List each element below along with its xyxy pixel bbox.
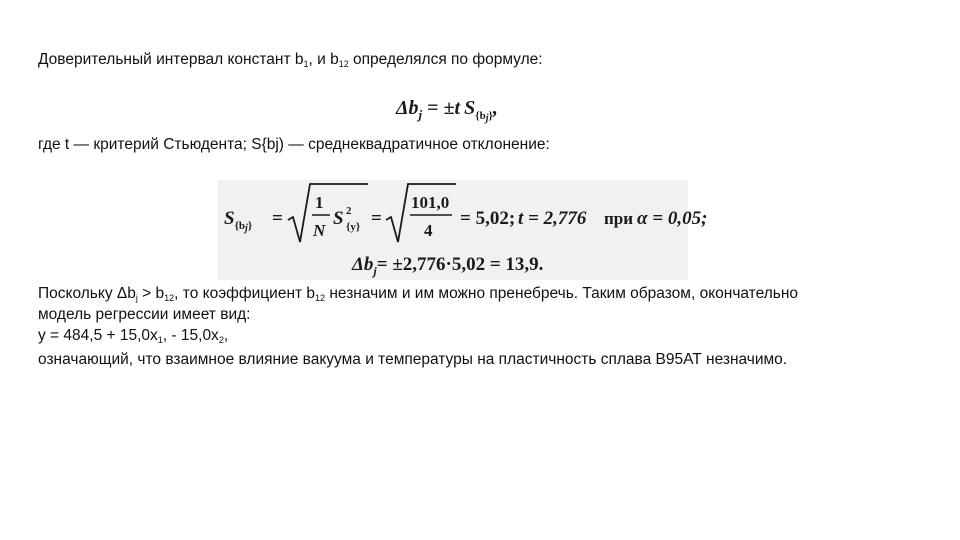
para-l3-sub2: 2 <box>218 335 224 345</box>
para-l1-a: Поскольку Δb <box>38 285 136 302</box>
formula2-s-sub-j: j <box>245 223 248 234</box>
para-l1-b: > b <box>137 285 165 302</box>
conclusion-line-4: означающий, что взаимное влияние вакуума и температуры на пластичность сплава В95АТ незначимо. <box>38 351 788 368</box>
para-l3-b: , - 15,0x <box>162 327 219 344</box>
formula2-s: S <box>224 208 235 229</box>
formula2-line2-rhs: = ±2,776·5,02 = 13,9. <box>376 254 544 275</box>
student-criterion-line: где t — критерий Стьюдента; S{bj) — среднеквадратичное отклонение: <box>38 136 550 153</box>
para-l3-sub1: 1 <box>157 335 163 345</box>
formula1-s: S <box>464 97 476 119</box>
formula1-t: t <box>454 97 461 119</box>
formula2-s2: S <box>333 208 344 229</box>
svg-text:Δbj = ±tS{bj}, <box>395 97 498 124</box>
formula2-frac2-den: 4 <box>424 221 433 240</box>
svg-text:Δbj= ±2,776·5,02 = 13,9. <box>351 254 543 278</box>
formula2-eq2: = <box>371 208 382 229</box>
formula2-s2-sup: 2 <box>346 205 352 217</box>
formula1-end: , <box>492 97 498 119</box>
formula2-word-at: при <box>604 209 634 228</box>
formula1-s-sub-j: j <box>485 113 489 124</box>
svg-text:S <box>333 208 344 229</box>
confidence-interval-formula <box>390 88 540 133</box>
formula2-alpha: α = 0,05; <box>637 208 708 229</box>
para-l1-d: незначим и им можно пренебречь. Таким образом, окончательно <box>325 285 799 302</box>
formula2-line2-sub: j <box>373 264 377 278</box>
std-deviation-formula <box>218 180 708 285</box>
regression-equation <box>38 326 228 346</box>
formula1-s-sub-close: } <box>488 110 493 122</box>
formula2-frac1-num: 1 <box>315 193 324 212</box>
para-l3-c: , <box>223 327 229 344</box>
intro-sub-1: 1 <box>303 59 309 69</box>
intro-text-a: Доверительный интервал констант b <box>38 51 304 68</box>
formula2-frac2-num: 101,0 <box>411 193 450 212</box>
formula1-eq: = ± <box>422 97 455 119</box>
formula2-line2-lhs: Δb <box>352 254 374 275</box>
intro-text-b: , и b <box>308 51 339 68</box>
conclusion-line-2: модель регрессии имеет вид: <box>38 306 251 323</box>
formula1-s-sub: {b <box>475 110 486 122</box>
formula2-result: = 5,02; <box>460 208 516 229</box>
formula2-eq1: = <box>272 208 283 229</box>
para-l1-c: , то коэффициент b <box>174 285 316 302</box>
formula1-lhs-sub: j <box>418 107 423 122</box>
conclusion-line-1 <box>38 284 798 304</box>
para-l3-a: y = 484,5 + 15,0x <box>38 327 158 344</box>
formula2-s2-sub: {y} <box>346 221 361 233</box>
para-l1-sub2: 12 <box>164 293 175 303</box>
formula2-s-sub-close: } <box>247 220 253 232</box>
formula2-t-part: t = 2,776 <box>518 208 587 229</box>
formula1-lhs: Δb <box>396 97 419 119</box>
intro-sub-2: 12 <box>338 59 349 69</box>
intro-line <box>38 50 543 70</box>
para-l1-sub1: j <box>135 293 138 303</box>
formula2-s-sub: {b <box>234 220 246 232</box>
para-l1-sub3: 12 <box>315 293 326 303</box>
formula2-frac1-den: N <box>313 221 326 240</box>
intro-text-c: определялся по формуле: <box>348 51 543 68</box>
